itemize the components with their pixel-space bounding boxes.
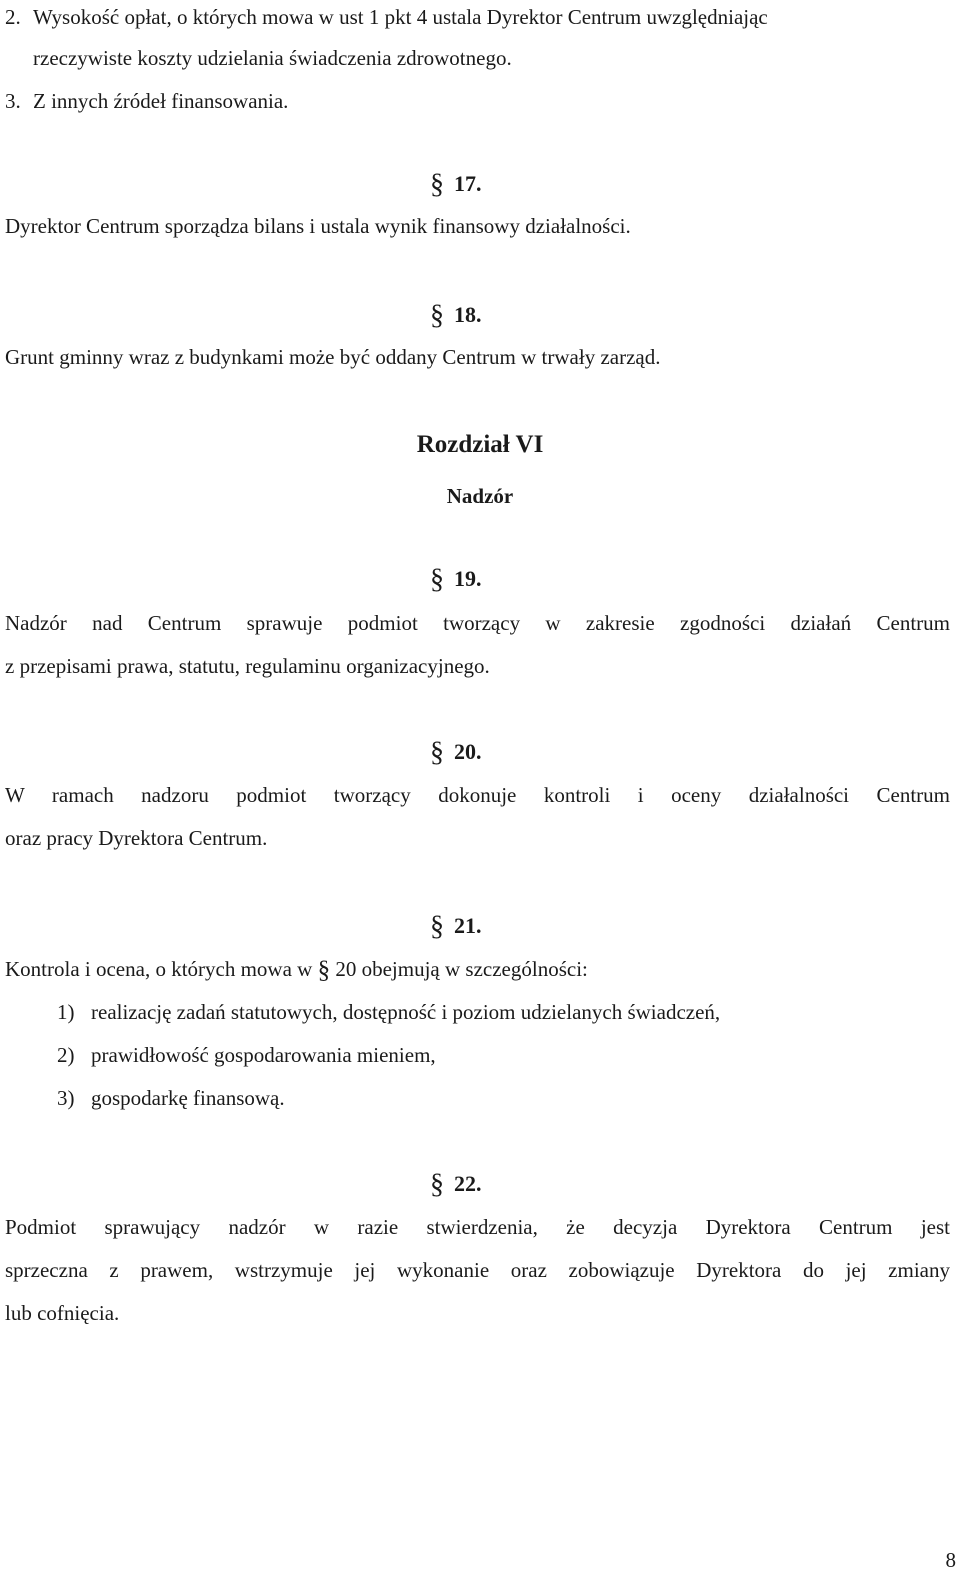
section-sign: § (430, 737, 444, 768)
list-item (57, 1042, 436, 1068)
section-text-line: Podmiot sprawujący nadzór w razie stwierdzenia, że decyzja Dyrektora Centrum jest (5, 1215, 950, 1239)
section-19-heading (430, 564, 482, 595)
list-item (57, 1085, 285, 1111)
intro-text-after: 20 obejmują w szczególności: (335, 957, 588, 981)
section-20-heading (430, 737, 482, 768)
section-number: 21. (454, 913, 482, 938)
list-item-text: realizację zadań statutowych, dostępność i poziom udzielanych świadczeń, (91, 1000, 721, 1024)
chapter-subtitle: Nadzór (446, 484, 514, 508)
section-text-line: sprzeczna z prawem, wstrzymuje jej wykonanie oraz zobowiązuje Dyrektora do jej zmiany (5, 1258, 950, 1282)
list-item-3 (5, 88, 288, 114)
list-item-number: 3) (57, 1086, 75, 1110)
chapter-title: Rozdział VI (416, 431, 544, 458)
section-20-line2: oraz pracy Dyrektora Centrum. (5, 826, 268, 850)
section-sign: § (430, 911, 444, 942)
section-17-text: Dyrektor Centrum sporządza bilans i ustala wynik finansowy działalności. (5, 214, 631, 238)
section-21-intro (5, 956, 588, 982)
section-22-line3: lub cofnięcia. (5, 1301, 120, 1325)
section-number: 18. (454, 302, 482, 327)
list-item-number: 3. (5, 89, 21, 113)
list-item-text: Z innych źródeł finansowania. (33, 89, 289, 113)
list-item-text: Wysokość opłat, o których mowa w ust 1 pkt 4 ustala Dyrektor Centrum uwzględniając (33, 5, 768, 29)
section-sign: § (430, 564, 444, 595)
section-19-line1 (5, 610, 950, 636)
section-number: 17. (454, 171, 482, 196)
page-number: 8 (945, 1548, 956, 1572)
list-item-number: 1) (57, 1000, 75, 1024)
list-item-2-line2: rzeczywiste koszty udzielania świadczenia zdrowotnego. (33, 46, 512, 70)
list-item-text: gospodarkę finansową. (91, 1086, 285, 1110)
list-item-2-line1 (5, 4, 768, 30)
list-item-number: 2. (5, 5, 21, 29)
section-21-heading (430, 911, 482, 942)
intro-text-before: Kontrola i ocena, o których mowa w (5, 957, 313, 981)
section-22-line2 (5, 1257, 950, 1283)
section-text-line: Nadzór nad Centrum sprawuje podmiot tworzący w zakresie zgodności działań Centrum (5, 611, 950, 635)
list-item-text: prawidłowość gospodarowania mieniem, (91, 1043, 436, 1067)
section-number: 19. (454, 566, 482, 591)
section-19-line2: z przepisami prawa, statutu, regulaminu organizacyjnego. (5, 654, 490, 678)
section-number: 20. (454, 739, 482, 764)
section-18-heading (430, 300, 482, 331)
section-18-text: Grunt gminny wraz z budynkami może być oddany Centrum w trwały zarząd. (5, 345, 661, 369)
section-sign: § (430, 300, 444, 331)
list-item (57, 999, 720, 1025)
section-sign: § (430, 1169, 444, 1200)
section-text-line: W ramach nadzoru podmiot tworzący dokonuje kontroli i oceny działalności Centrum (5, 783, 950, 807)
section-sign: § (317, 957, 331, 984)
section-22-line1 (5, 1214, 950, 1240)
section-sign: § (430, 169, 444, 200)
section-17-heading (430, 169, 482, 200)
section-22-heading (430, 1169, 482, 1200)
list-item-number: 2) (57, 1043, 75, 1067)
section-20-line1 (5, 782, 950, 808)
section-number: 22. (454, 1171, 482, 1196)
